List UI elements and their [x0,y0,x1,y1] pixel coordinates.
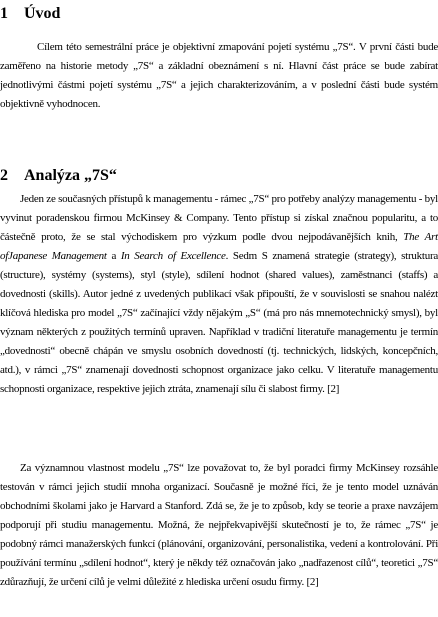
heading-title: Analýza „7S“ [24,167,117,184]
heading-intro [0,4,60,24]
analysis-paragraph-2[interactable]: Za významnou vlastnost modelu „7S“ lze považovat to, že byl poradci firmy McKinsey rozsáhle testován v rámci jejich studií mnoha organizací. Současně je možné říci, že je tento model uznáván obchodními školami jako je Harvard a Stanford. Zdá se, že je to způsob, kdy se teorie a praxe navzájem podporují při studiu managementu. Možná, že nejpřekvapivější skutečností je to, že rámec „7S“ je podobný rámci manažerských funkcí (plánování, organizování, personalistika, vedení a kontrolování. Při používání termínu „sdílení hodnot“, který je někdy též označován jako „nadřazenost cílů“, teoretici „7S“ zdůrazňují, že určení cílů je velmi důležité z hlediska určení osudu firmy. [2] [0,462,438,588]
heading-title: Úvod [24,5,61,22]
heading-number: 2 [0,167,8,184]
book-title: In Search of Excellence [120,250,226,262]
analysis-paragraph-1[interactable]: Jeden ze současných přístupů k managementu - rámec „7S“ pro potřeby analýzy managementu - byl vyvinut poradenskou firmou McKinsey & Company. Tento přístup si získal značnou popularitu, a to částečně proto, že se stal východiskem pro výzkum podle dvou nejpodávanějších knih, The Art ofJapanese Management a In Search of Excellence. Sedm S znamená strategie (strategy), struktura (structure), systémy (systems), styl (style), sdílení hodnot (shared values), zaměstnanci (staffs) a dovednosti (skills). Autor jedné z uvedených publikací však připouští, že v souvislosti se snahou nalézt klíčová hlediska pro model „7S“ začínající vždy nějakým „S“ (má pro nás mnemotechnický smysl), byl význam některých z použitých termínů upraven. Například v tradiční literatuře managementu je termín „dovednosti“ obecně chápán ve smyslu osobních dovedností (tj. technických, lidských, koncepčních, atd.), v rámci „7S“ znamenají dovednosti schopnost organizace jako celku. V literatuře managementu schopnosti organizace, respektive jejich ztráta, znamenají sílu či slabost firmy. [2] [0,193,438,395]
intro-paragraph[interactable]: Cílem této semestrální práce je objektivní zmapování pojetí systému „7S“. V první části bude zaměřeno na historie metody „7S“ a základní obeznámení s ní. Hlavní část práce se bude zabírat jednotlivými částmi pojetí systému „7S“ a jejich charakterizováním, a v poslední části bude systém objektivně vyhodnocen. [0,41,438,110]
heading-analysis [0,166,117,186]
book-title: The Art ofJapanese Management [0,231,438,262]
heading-number: 1 [0,5,8,22]
